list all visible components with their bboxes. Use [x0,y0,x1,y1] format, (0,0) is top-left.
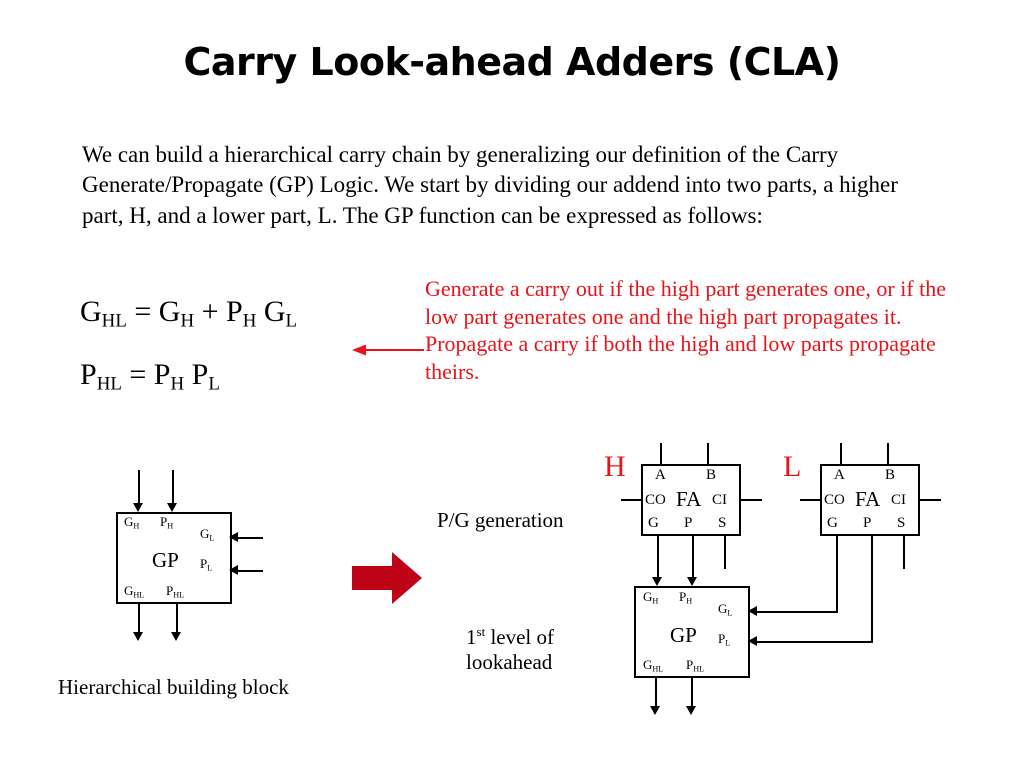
gp2-input-g-l: $G_L$ [718,601,733,618]
high-fa-input-b-wire [707,443,709,465]
gp2-input-p-l: $P_L$ [718,631,731,648]
eq1-term3-base: G [263,295,286,328]
eq1-term2-base: P [226,295,243,328]
eq1-term2-sub: H [242,310,257,332]
eq1-lhs-base: G [80,295,102,328]
page-title: Carry Look-ahead Adders (CLA) [183,40,841,84]
low-fa-g-routing-vertical [836,536,838,612]
gp2-right-arrowhead-p [748,636,757,646]
eq1-plus: + [201,295,219,328]
left-gp-top-arrowhead-g [133,503,143,512]
low-fa-p-routing-horizontal [752,641,873,643]
high-fa-ci-wire [740,499,762,501]
left-gp-output-p-hl: $P_{HL}$ [166,583,185,600]
left-gp-title: GP [152,548,179,572]
low-fa-p-routing-vertical [871,536,873,642]
high-fa-label-ci: CI [712,492,727,508]
eq1-term1-sub: H [180,310,195,332]
label-lookahead: 1st level of lookahead [466,624,554,674]
eq2-term2-sub: L [208,373,220,395]
low-fa-label-p: P [863,515,872,531]
low-fa-co-wire [800,499,821,501]
eq2-lhs-sub: HL [96,373,122,395]
high-fa-label-g: G [648,515,659,531]
low-fa-input-b-wire [887,443,889,465]
annotation-text: Generate a carry out if the high part generates one, or if the low part generates one and the high part propagates it. Propagate a carry if both the high and low parts propagate theirs. [425,276,947,384]
gp2-output-p-hl: $P_{HL}$ [686,657,705,674]
eq1-lhs-sub: HL [101,310,127,332]
gp2-top-wire-p [692,536,694,578]
left-gp-right-arrowhead-p [229,565,238,575]
left-gp-bottom-arrowhead-p [171,632,181,641]
label-low-part: L [783,450,802,483]
gp2-top-arrowhead-g [652,577,662,586]
equation-p-hl [80,358,220,395]
high-fa-s-wire [724,535,726,569]
left-gp-bottom-arrowhead-g [133,632,143,641]
left-gp-right-arrowhead-g [229,532,238,542]
left-gp-input-g-h: $G_H$ [124,514,140,531]
red-transition-arrow [352,552,422,604]
annotation-pointer-arrow [352,343,424,357]
eq2-term2-base: P [191,358,209,391]
left-gp-top-wire-p [172,470,174,504]
low-fa-ci-wire [919,499,941,501]
low-fa-label-ci: CI [891,492,906,508]
left-gp-bottom-wire-p [176,604,178,634]
high-fa-input-a-wire [660,443,662,465]
gp2-title: GP [670,623,697,647]
low-fa-g-routing-horizontal [752,611,838,613]
gp2-top-arrowhead-p [687,577,697,586]
gp2-bottom-wire-g [655,678,657,708]
eq1-equals: = [134,295,152,328]
eq1-term1-base: G [158,295,181,328]
gp2-bottom-wire-p [691,678,693,708]
low-fa-label-g: G [827,515,838,531]
gp2-input-g-h: $G_H$ [643,589,659,606]
gp2-input-p-h: $P_H$ [679,589,693,606]
high-fa-label-a: A [655,467,666,483]
eq2-lhs-base: P [80,358,97,391]
left-gp-input-g-l: $G_L$ [200,526,215,543]
high-fa-co-wire [621,499,642,501]
left-gp-output-g-hl: $G_{HL}$ [124,583,145,600]
eq2-term1-sub: H [170,373,185,395]
high-fa-label-s: S [718,515,727,531]
eq1-term3-sub: L [285,310,298,332]
equation-g-hl [80,295,297,332]
eq2-equals: = [129,358,147,391]
low-fa-label-s: S [897,515,906,531]
left-gp-top-wire-g [138,470,140,504]
gp2-bottom-arrowhead-g [650,706,660,715]
left-gp-input-p-h: $P_H$ [160,514,174,531]
body-paragraph: We can build a hierarchical carry chain by generalizing our definition of the Carry Generate/Propagate (GP) Logic. We start by dividing our addend into two parts, a higher part, H, and a lower part, L. The GP function can be expressed as follows: [82,142,898,228]
label-high-part: H [604,450,626,483]
label-pg-generation: P/G generation [437,508,564,532]
left-gp-input-p-l: $P_L$ [200,556,213,573]
low-fa-label-center: FA [855,487,881,511]
low-fa-input-a-wire [840,443,842,465]
gp2-bottom-arrowhead-p [686,706,696,715]
eq2-term1-base: P [153,358,171,391]
gp2-output-g-hl: $G_{HL}$ [643,657,664,674]
left-diagram-caption: Hierarchical building block [58,675,289,699]
high-fa-label-b: B [706,467,717,483]
low-fa-label-co: CO [824,492,845,508]
low-fa-s-wire [903,535,905,569]
high-fa-label-co: CO [645,492,666,508]
left-gp-top-arrowhead-p [167,503,177,512]
high-fa-label-center: FA [676,487,702,511]
low-fa-label-a: A [834,467,845,483]
gp2-right-arrowhead-g [748,606,757,616]
high-fa-label-p: P [684,515,693,531]
gp2-top-wire-g [657,536,659,578]
left-gp-bottom-wire-g [138,604,140,634]
low-fa-label-b: B [885,467,896,483]
